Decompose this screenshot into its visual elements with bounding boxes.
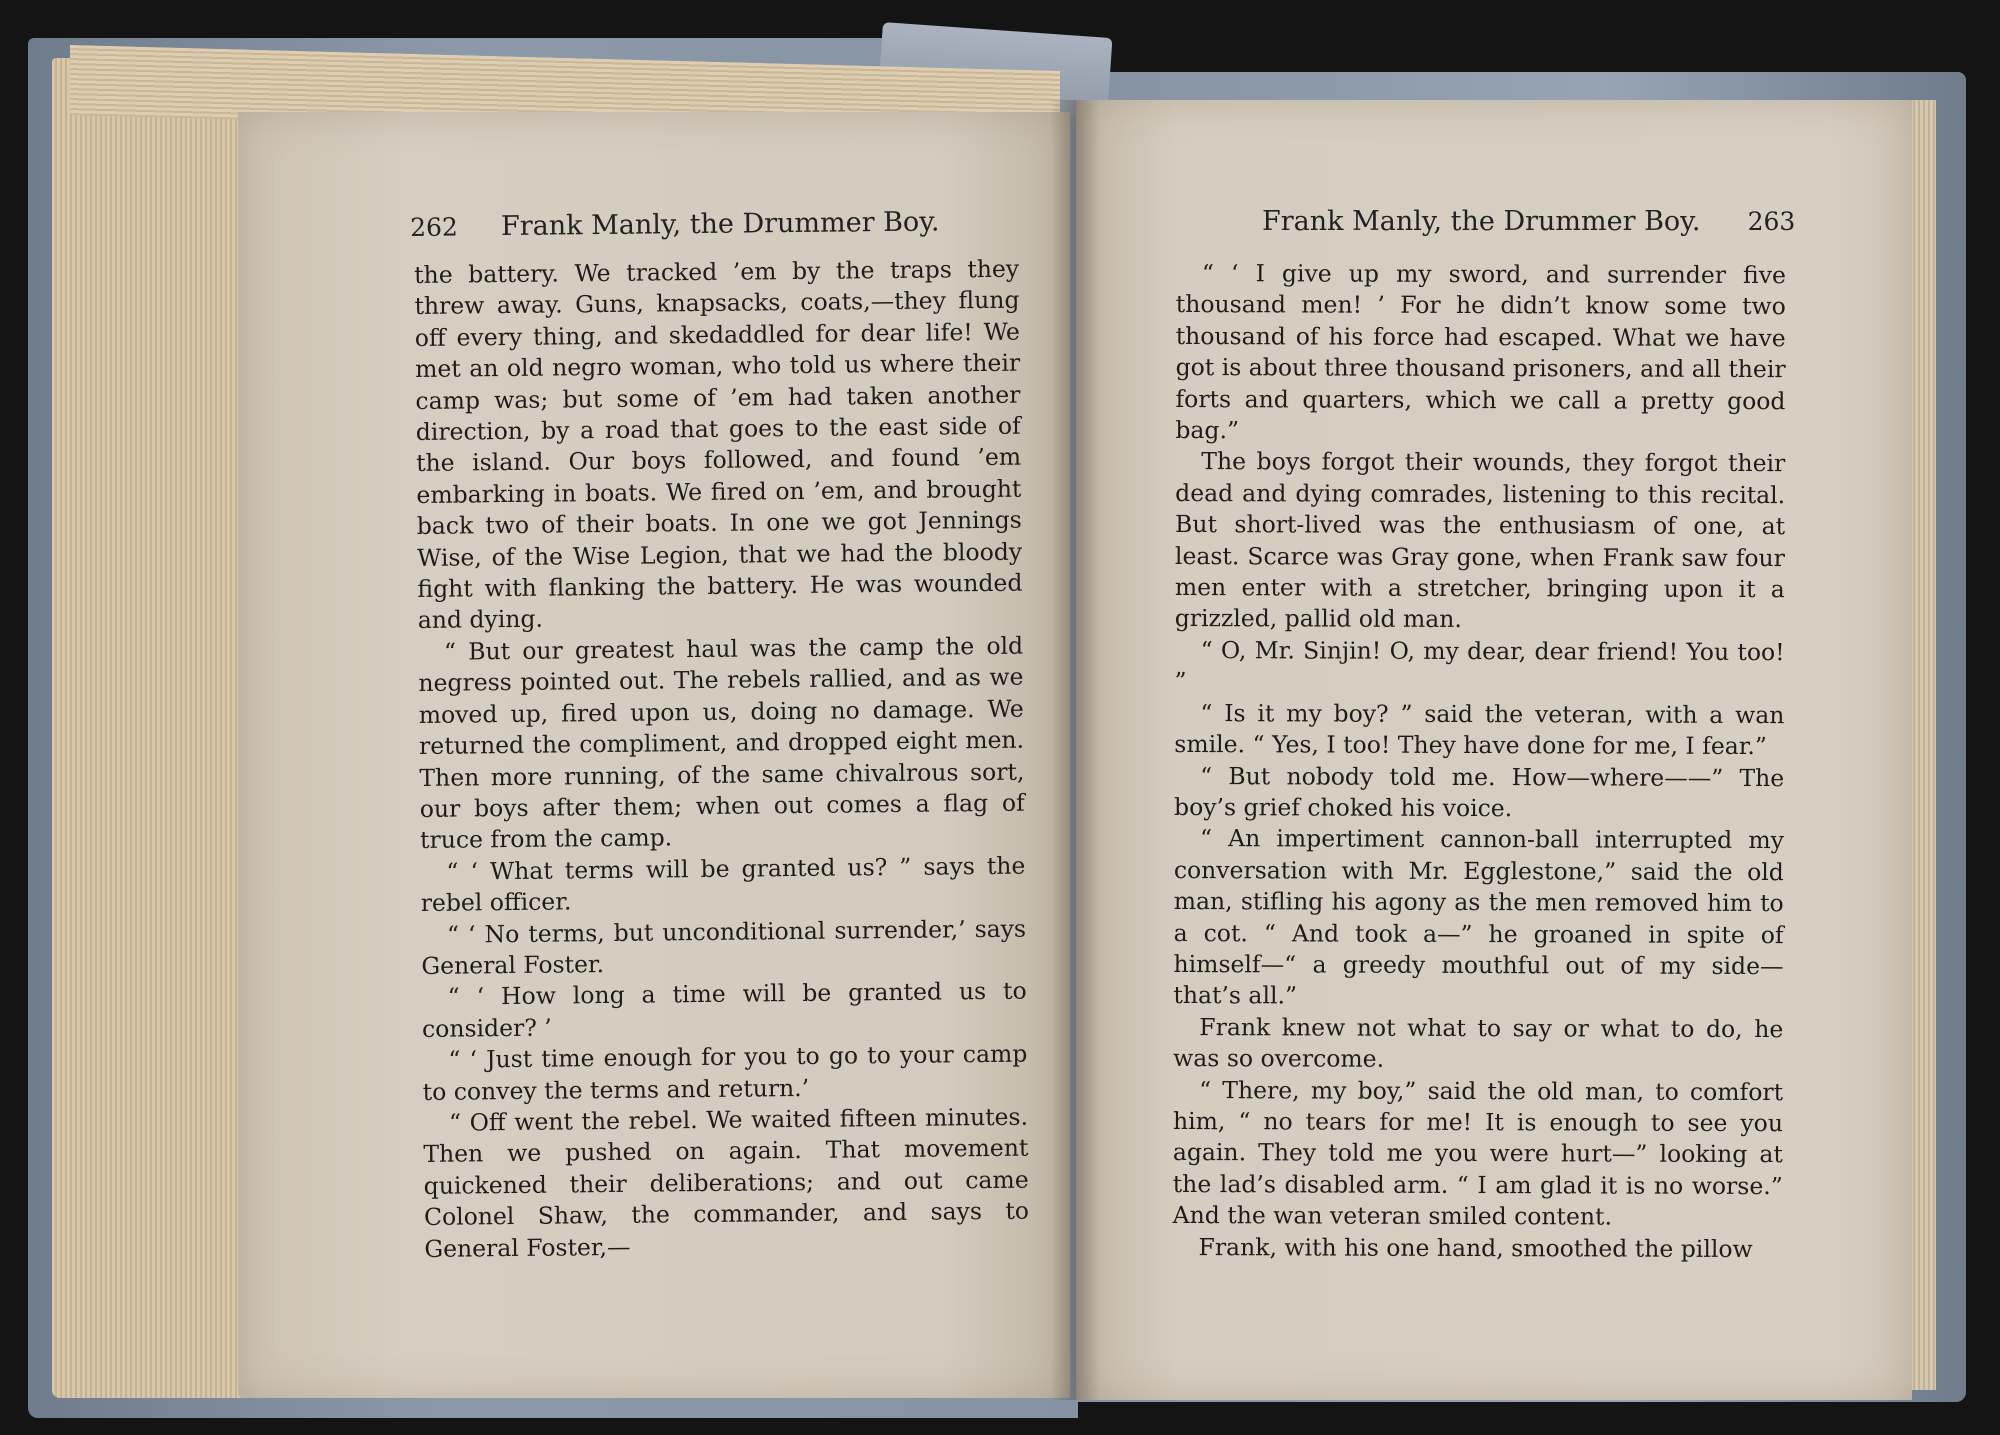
- paragraph: “ ‘ How long a time will be granted us to consider? ’: [421, 976, 1027, 1043]
- running-head: Frank Manly, the Drummer Boy.: [500, 206, 940, 243]
- paragraph: “ ‘ What terms will be granted us? ” says the rebel officer.: [420, 851, 1026, 918]
- paragraph: “ ‘ No terms, but unconditional surrender,’ says General Foster.: [421, 914, 1027, 980]
- paragraph: “ ‘ Just time enough for you to go to your camp to convey the terms and return.’: [422, 1039, 1028, 1106]
- right-page-header: [1262, 206, 1795, 237]
- paragraph: Frank, with his one hand, smoothed the pillow: [1198, 1232, 1753, 1263]
- left-page-header: [410, 206, 940, 243]
- left-page-text: [414, 254, 1029, 1265]
- page-number: 263: [1747, 207, 1796, 236]
- paragraph: the battery. We tracked ’em by the traps they threw away. Guns, knapsacks, coats,—they flung off every thing, and skedaddled for dear life! We met an old negro woman, who told us where their camp was; but some of ’em had taken another direction, by a road that goes to the east side of the island. Our boys followed, and found ’em embarking in boats. We fired on ’em, and brought back two of their boats. In one we got Jennings Wise, of the Wise Legion, that we had the bloody fight with flanking the battery. He was wounded and dying.: [414, 254, 1023, 635]
- paragraph: “ O, Mr. Sinjin! O, my dear, dear friend! You too! ”: [1174, 635, 1785, 696]
- paragraph: “ But nobody told me. How—where——” The boy’s grief choked his voice.: [1174, 761, 1785, 823]
- paragraph: “ Is it my boy? ” said the veteran, with a wan smile. “ Yes, I too! They have done for me, I fear.”: [1174, 698, 1785, 761]
- paragraph: The boys forgot their wounds, they forgot their dead and dying comrades, listening to this recital. But short-lived was the enthusiasm of one, at least. Scarce was Gray gone, when Frank saw four men enter with a stretcher, bringing upon it a grizzled, pallid old man.: [1174, 447, 1786, 634]
- paragraph: “ But our greatest haul was the camp the old negress pointed out. The rebels rallied, and as we moved up, fired upon us, doing no damage. We returned the compliment, and dropped eight men. Then more running, of the same chivalrous sort, our boys after them; when out comes a flag of truce from the camp.: [418, 631, 1025, 855]
- paragraph: “ An impertiment cannon-ball interrupted my conversation with Mr. Egglestone,” said the old man, stifling his agony as the men removed him to a cot. “ And took a—” he groaned in spite of himself—“ a greedy mouthful out of my side—that’s all.”: [1173, 824, 1785, 1010]
- gutter-shadow: [1050, 100, 1100, 1400]
- paragraph: “ Off went the rebel. We waited fifteen minutes. Then we pushed on again. That movement quickened their deliberations; and out came Colonel Shaw, the commander, and says to General Foster,—: [423, 1102, 1030, 1263]
- paragraph: “ ‘ I give up my sword, and surrender five thousand men! ’ For he didn’t know some two thousand of his force had escaped. What we have got is about three thousand prisoners, and all their forts and quarters, which we call a pretty good bag.”: [1175, 259, 1786, 445]
- page-number: 262: [410, 212, 459, 242]
- running-head: Frank Manly, the Drummer Boy.: [1262, 206, 1701, 237]
- paragraph: Frank knew not what to say or what to do, he was so overcome.: [1173, 1012, 1784, 1073]
- paragraph: “ There, my boy,” said the old man, to comfort him, “ no tears for me! It is enough to see you again. They told me you were hurt—” looking at the lad’s disabled arm. “ I am glad it is no worse.” And the wan veteran smiled content.: [1172, 1075, 1784, 1231]
- right-page-text: [1172, 258, 1786, 1265]
